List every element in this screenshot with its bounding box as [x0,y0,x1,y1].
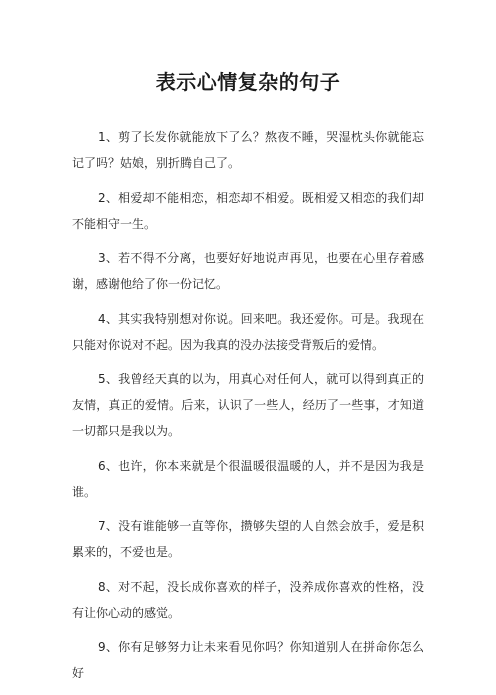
paragraph-2: 2、相爱却不能相恋，相恋却不相爱。既相爱又相恋的我们却不能相守一生。 [72,190,424,231]
article-body [72,124,424,695]
paragraph-4: 4、其实我特别想对你说。回来吧。我还爱你。可是。我现在只能对你说对不起。因为我真的没办法接受背叛后的爱情。 [72,311,424,352]
paragraph-9: 9、你有足够努力让未来看见你吗？你知道别人在拼命你怎么好 [72,640,424,680]
paragraph-1: 1、剪了长发你就能放下了么？熬夜不睡，哭湿枕头你就能忘记了吗？姑娘，别折腾自己了。 [72,130,424,170]
paragraph-5: 5、我曾经天真的以为，用真心对任何人，就可以得到真正的友情，真正的爱情。后来，认识了一些人，经历了一些事，才知道一切都只是我以为。 [72,372,424,438]
paragraph-3: 3、若不得不分离，也要好好地说声再见，也要在心里存着感谢，感谢他给了你一份记忆。 [72,251,424,291]
page-title: 表示心情复杂的句子 [155,70,341,94]
paragraph-7: 7、没有谁能够一直等你，攒够失望的人自然会放手，爱是积累来的，不爱也是。 [72,519,424,559]
paragraph-6: 6、也许，你本来就是个很温暖很温暖的人，并不是因为我是谁。 [72,458,424,499]
paragraph-8: 8、对不起，没长成你喜欢的样子，没养成你喜欢的性格，没有让你心动的感觉。 [72,579,424,620]
